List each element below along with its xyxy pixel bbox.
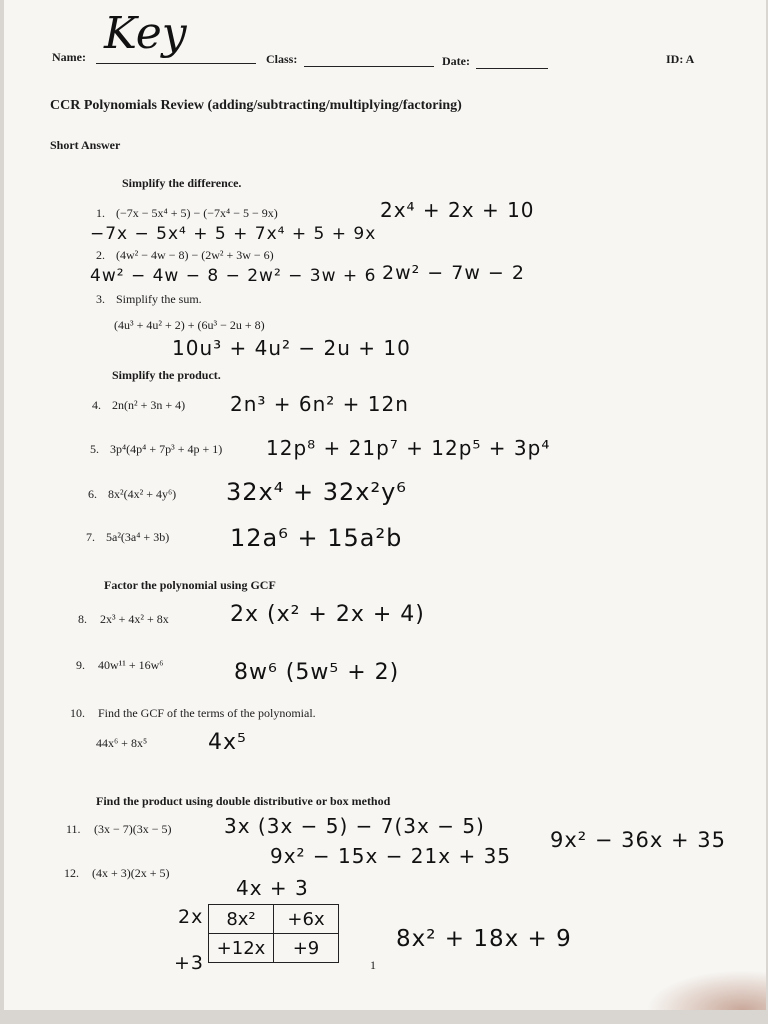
instruction-difference: Simplify the difference. <box>122 176 242 190</box>
answer-handwritten: 2x (x² + 2x + 4) <box>230 602 425 627</box>
box-row-label: 2x <box>178 906 204 928</box>
work-handwritten: 3x (3x − 5) − 7(3x − 5) <box>224 814 485 838</box>
date-label: Date: <box>442 54 470 68</box>
problem-text: 3p⁴(4p⁴ + 7p³ + 4p + 1) <box>110 442 223 456</box>
date-underline <box>476 68 548 69</box>
class-label: Class: <box>266 52 298 66</box>
page-number: 1 <box>370 958 376 972</box>
answer-handwritten: 2x⁴ + 2x + 10 <box>380 198 535 222</box>
section-label: Short Answer <box>50 138 121 152</box>
problem-number: 6. <box>88 487 97 501</box>
answer-handwritten: 10u³ + 4u² − 2u + 10 <box>172 336 411 360</box>
problem-number: 11. <box>66 822 81 836</box>
box-top-label: 4x + 3 <box>236 876 309 900</box>
problem-text: 40w¹¹ + 16w⁶ <box>98 658 164 672</box>
answer-handwritten: 32x⁴ + 32x²y⁶ <box>226 478 407 506</box>
answer-handwritten: 9x² − 36x + 35 <box>550 828 726 852</box>
answer-handwritten: 12a⁶ + 15a²b <box>230 524 403 552</box>
problem-number: 2. <box>96 248 105 262</box>
id-label: ID: A <box>666 52 695 66</box>
problem-number: 3. <box>96 292 105 306</box>
problem-number: 9. <box>76 658 85 672</box>
problem-number: 5. <box>90 442 99 456</box>
problem-text: 5a²(3a⁴ + 3b) <box>106 530 170 544</box>
work-handwritten: −7x − 5x⁴ + 5 + 7x⁴ + 5 + 9x <box>90 224 377 244</box>
box-cell: +9 <box>274 934 339 963</box>
problem-expression: (4u³ + 4u² + 2) + (6u³ − 2u + 8) <box>114 318 265 332</box>
name-label: Name: <box>52 50 86 64</box>
work-handwritten: 9x² − 15x − 21x + 35 <box>270 844 512 868</box>
box-row-label: +3 <box>174 952 205 974</box>
finger-shadow <box>646 970 766 1010</box>
instruction-product: Simplify the product. <box>112 368 221 382</box>
problem-text: (3x − 7)(3x − 5) <box>94 822 172 836</box>
worksheet-page <box>4 0 766 1010</box>
answer-handwritten: 2n³ + 6n² + 12n <box>230 392 409 416</box>
name-underline <box>96 63 256 64</box>
box-cell: +6x <box>274 905 339 934</box>
problem-text: 2n(n² + 3n + 4) <box>112 398 186 412</box>
answer-handwritten: 8w⁶ (5w⁵ + 2) <box>234 660 400 685</box>
problem-number: 1. <box>96 206 105 220</box>
answer-handwritten: 8x² + 18x + 9 <box>396 926 572 952</box>
problem-number: 12. <box>64 866 79 880</box>
problem-text: Find the GCF of the terms of the polynomial. <box>98 706 316 720</box>
problem-number: 7. <box>86 530 95 544</box>
instruction-gcf: Factor the polynomial using GCF <box>104 578 276 592</box>
box-method-grid <box>208 904 339 963</box>
problem-expression: 44x⁶ + 8x⁵ <box>96 736 148 750</box>
box-cell: +12x <box>209 934 274 963</box>
problem-number: 8. <box>78 612 87 626</box>
problem-text: (4x + 3)(2x + 5) <box>92 866 170 880</box>
problem-text: (−7x − 5x⁴ + 5) − (−7x⁴ − 5 − 9x) <box>116 206 278 220</box>
name-handwritten: Key <box>104 8 187 59</box>
problem-number: 4. <box>92 398 101 412</box>
box-cell: 8x² <box>209 905 274 934</box>
problem-text: Simplify the sum. <box>116 292 202 306</box>
answer-handwritten: 12p⁸ + 21p⁷ + 12p⁵ + 3p⁴ <box>266 436 551 460</box>
answer-handwritten: 4x⁵ <box>208 730 247 755</box>
problem-text: (4w² − 4w − 8) − (2w² + 3w − 6) <box>116 248 274 262</box>
instruction-double-distributive: Find the product using double distributive or box method <box>96 794 391 808</box>
answer-handwritten: 2w² − 7w − 2 <box>382 262 525 284</box>
page-title: CCR Polynomials Review (adding/subtracting/multiplying/factoring) <box>50 98 462 113</box>
class-underline <box>304 66 434 67</box>
problem-number: 10. <box>70 706 85 720</box>
problem-text: 8x²(4x² + 4y⁶) <box>108 487 177 501</box>
problem-text: 2x³ + 4x² + 8x <box>100 612 169 626</box>
work-handwritten: 4w² − 4w − 8 − 2w² − 3w + 6 <box>90 266 377 286</box>
